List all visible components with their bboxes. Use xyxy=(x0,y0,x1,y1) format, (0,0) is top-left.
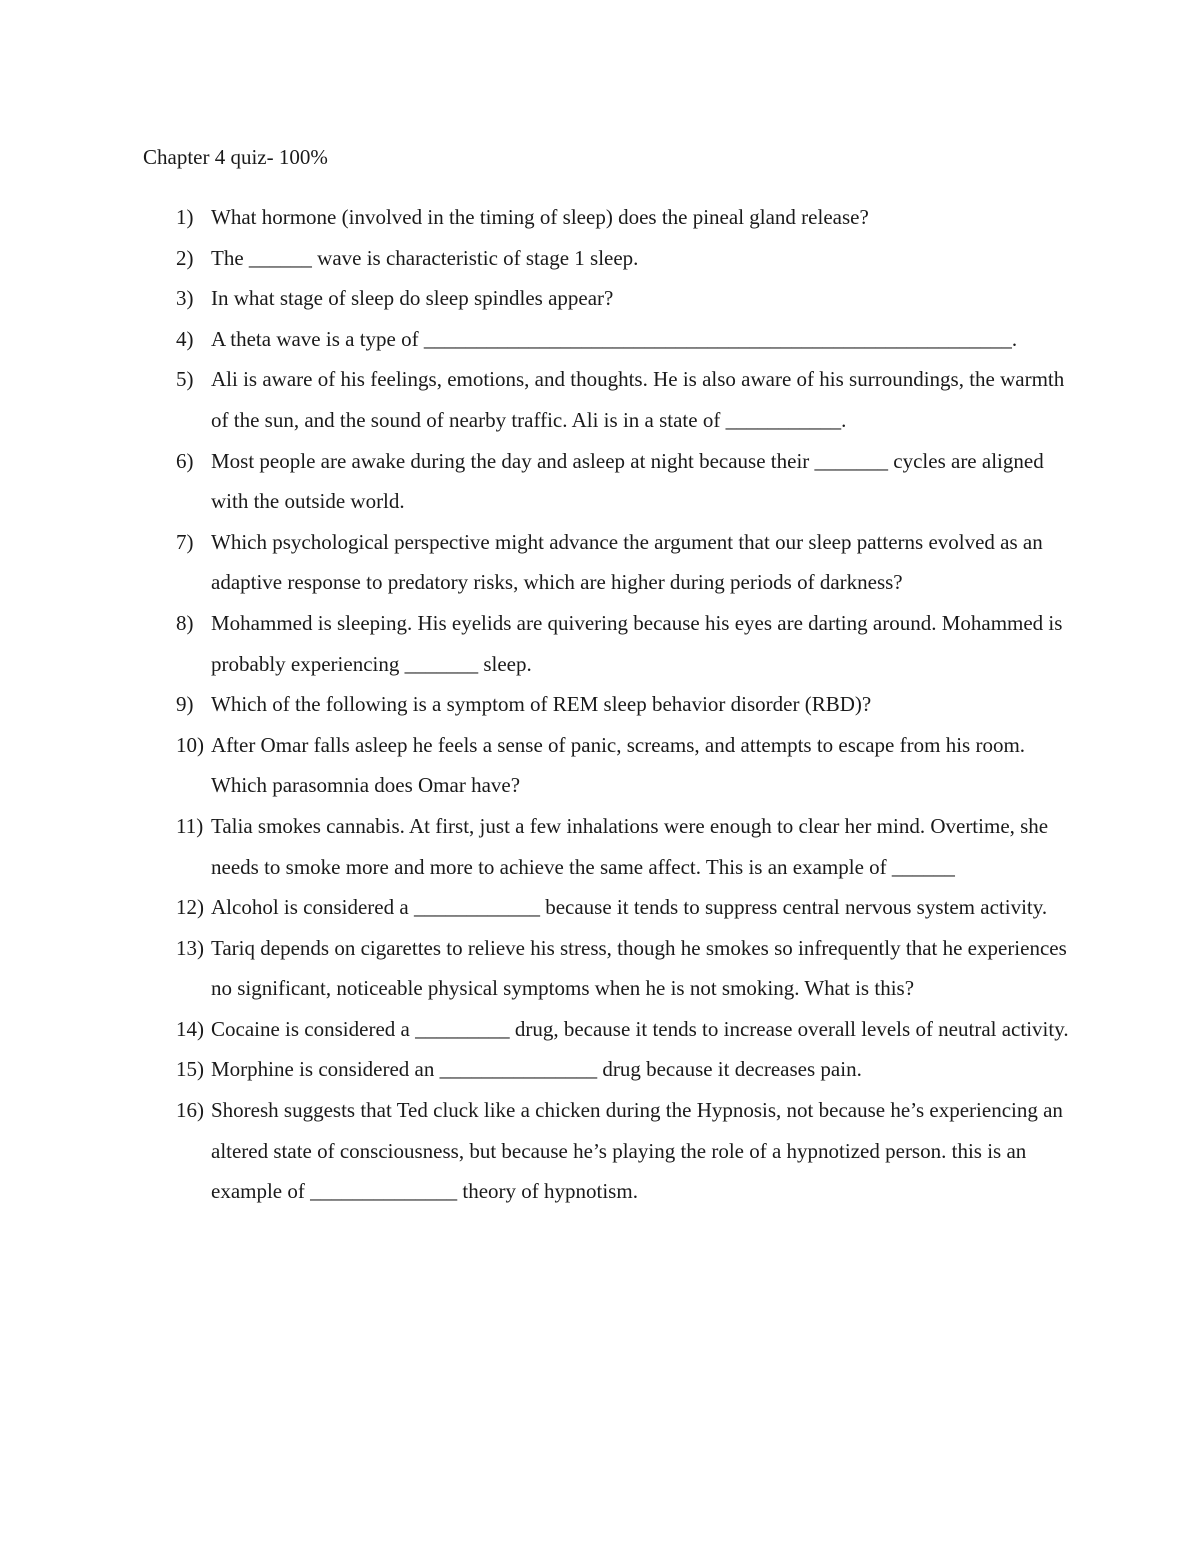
question-list xyxy=(0,197,1200,1212)
question-number: 7) xyxy=(176,529,194,554)
question-text: Shoresh suggests that Ted cluck like a chicken during the Hypnosis, not because he’s experiencing an altered state of consciousness, but because he’s playing the role of a hypnotized person. this is an example of ______________ theory of hypnotism. xyxy=(211,1098,1063,1204)
question-text: Cocaine is considered a _________ drug, because it tends to increase overall levels of neutral activity. xyxy=(211,1016,1069,1041)
question-number: 6) xyxy=(176,448,194,473)
question-item xyxy=(0,441,1200,522)
question-number: 12) xyxy=(176,895,204,920)
question-item xyxy=(0,522,1200,603)
question-number: 5) xyxy=(176,367,194,392)
question-item xyxy=(0,1009,1200,1050)
question-item xyxy=(0,887,1200,928)
question-number: 15) xyxy=(176,1057,204,1082)
question-number: 10) xyxy=(176,732,204,757)
question-number: 16) xyxy=(176,1098,204,1123)
question-number: 11) xyxy=(176,813,204,838)
question-text: Ali is aware of his feelings, emotions, and thoughts. He is also aware of his surroundings, the warmth of the sun, and the sound of nearby traffic. Ali is in a state of ___________. xyxy=(211,367,1065,432)
question-text: After Omar falls asleep he feels a sense of panic, screams, and attempts to escape from his room. Which parasomnia does Omar have? xyxy=(211,732,1026,798)
question-text: What hormone (involved in the timing of sleep) does the pineal gland release? xyxy=(211,205,869,229)
question-text: In what stage of sleep do sleep spindles appear? xyxy=(211,286,614,311)
question-number: 14) xyxy=(176,1016,204,1041)
question-item xyxy=(0,725,1200,806)
question-item xyxy=(0,197,1200,238)
page-title: Chapter 4 quiz- 100% xyxy=(143,145,328,169)
question-item xyxy=(0,1049,1200,1090)
question-text: Talia smokes cannabis. At first, just a few inhalations were enough to clear her mind. Overtime, she needs to smoke more and more to achieve the same affect. This is an example of ______ xyxy=(211,813,1049,879)
question-number: 8) xyxy=(176,610,194,635)
question-number: 13) xyxy=(176,935,204,960)
question-text: Tariq depends on cigarettes to relieve his stress, though he smokes so infrequently that he experiences no significant, noticeable physical symptoms when he is not smoking. What is this? xyxy=(211,935,1067,1001)
question-item xyxy=(0,603,1200,684)
question-item xyxy=(0,238,1200,279)
question-text: Most people are awake during the day and asleep at night because their _______ cycles are aligned with the outside world. xyxy=(211,448,1044,514)
question-item xyxy=(0,928,1200,1009)
question-text: Alcohol is considered a ____________ because it tends to suppress central nervous system activity. xyxy=(211,895,1048,920)
question-text: Which psychological perspective might advance the argument that our sleep patterns evolved as an adaptive response to predatory risks, which are higher during periods of darkness? xyxy=(211,529,1043,595)
question-text: A theta wave is a type of ________________________________________________________. xyxy=(211,326,1018,351)
question-item xyxy=(0,319,1200,360)
question-item xyxy=(0,806,1200,887)
question-number: 4) xyxy=(176,326,194,351)
question-number: 2) xyxy=(176,245,194,270)
question-number: 1) xyxy=(176,205,194,229)
question-text: The ______ wave is characteristic of stage 1 sleep. xyxy=(211,245,639,270)
question-number: 9) xyxy=(176,692,194,717)
question-text: Morphine is considered an _______________ drug because it decreases pain. xyxy=(211,1057,862,1082)
question-text: Which of the following is a symptom of REM sleep behavior disorder (RBD)? xyxy=(211,692,872,717)
question-item xyxy=(0,359,1200,440)
question-number: 3) xyxy=(176,286,194,311)
question-item xyxy=(0,684,1200,725)
question-item xyxy=(0,278,1200,319)
question-text: Mohammed is sleeping. His eyelids are quivering because his eyes are darting around. Mohammed is probably experiencing _______ sleep. xyxy=(211,610,1063,676)
question-item xyxy=(0,1090,1200,1212)
